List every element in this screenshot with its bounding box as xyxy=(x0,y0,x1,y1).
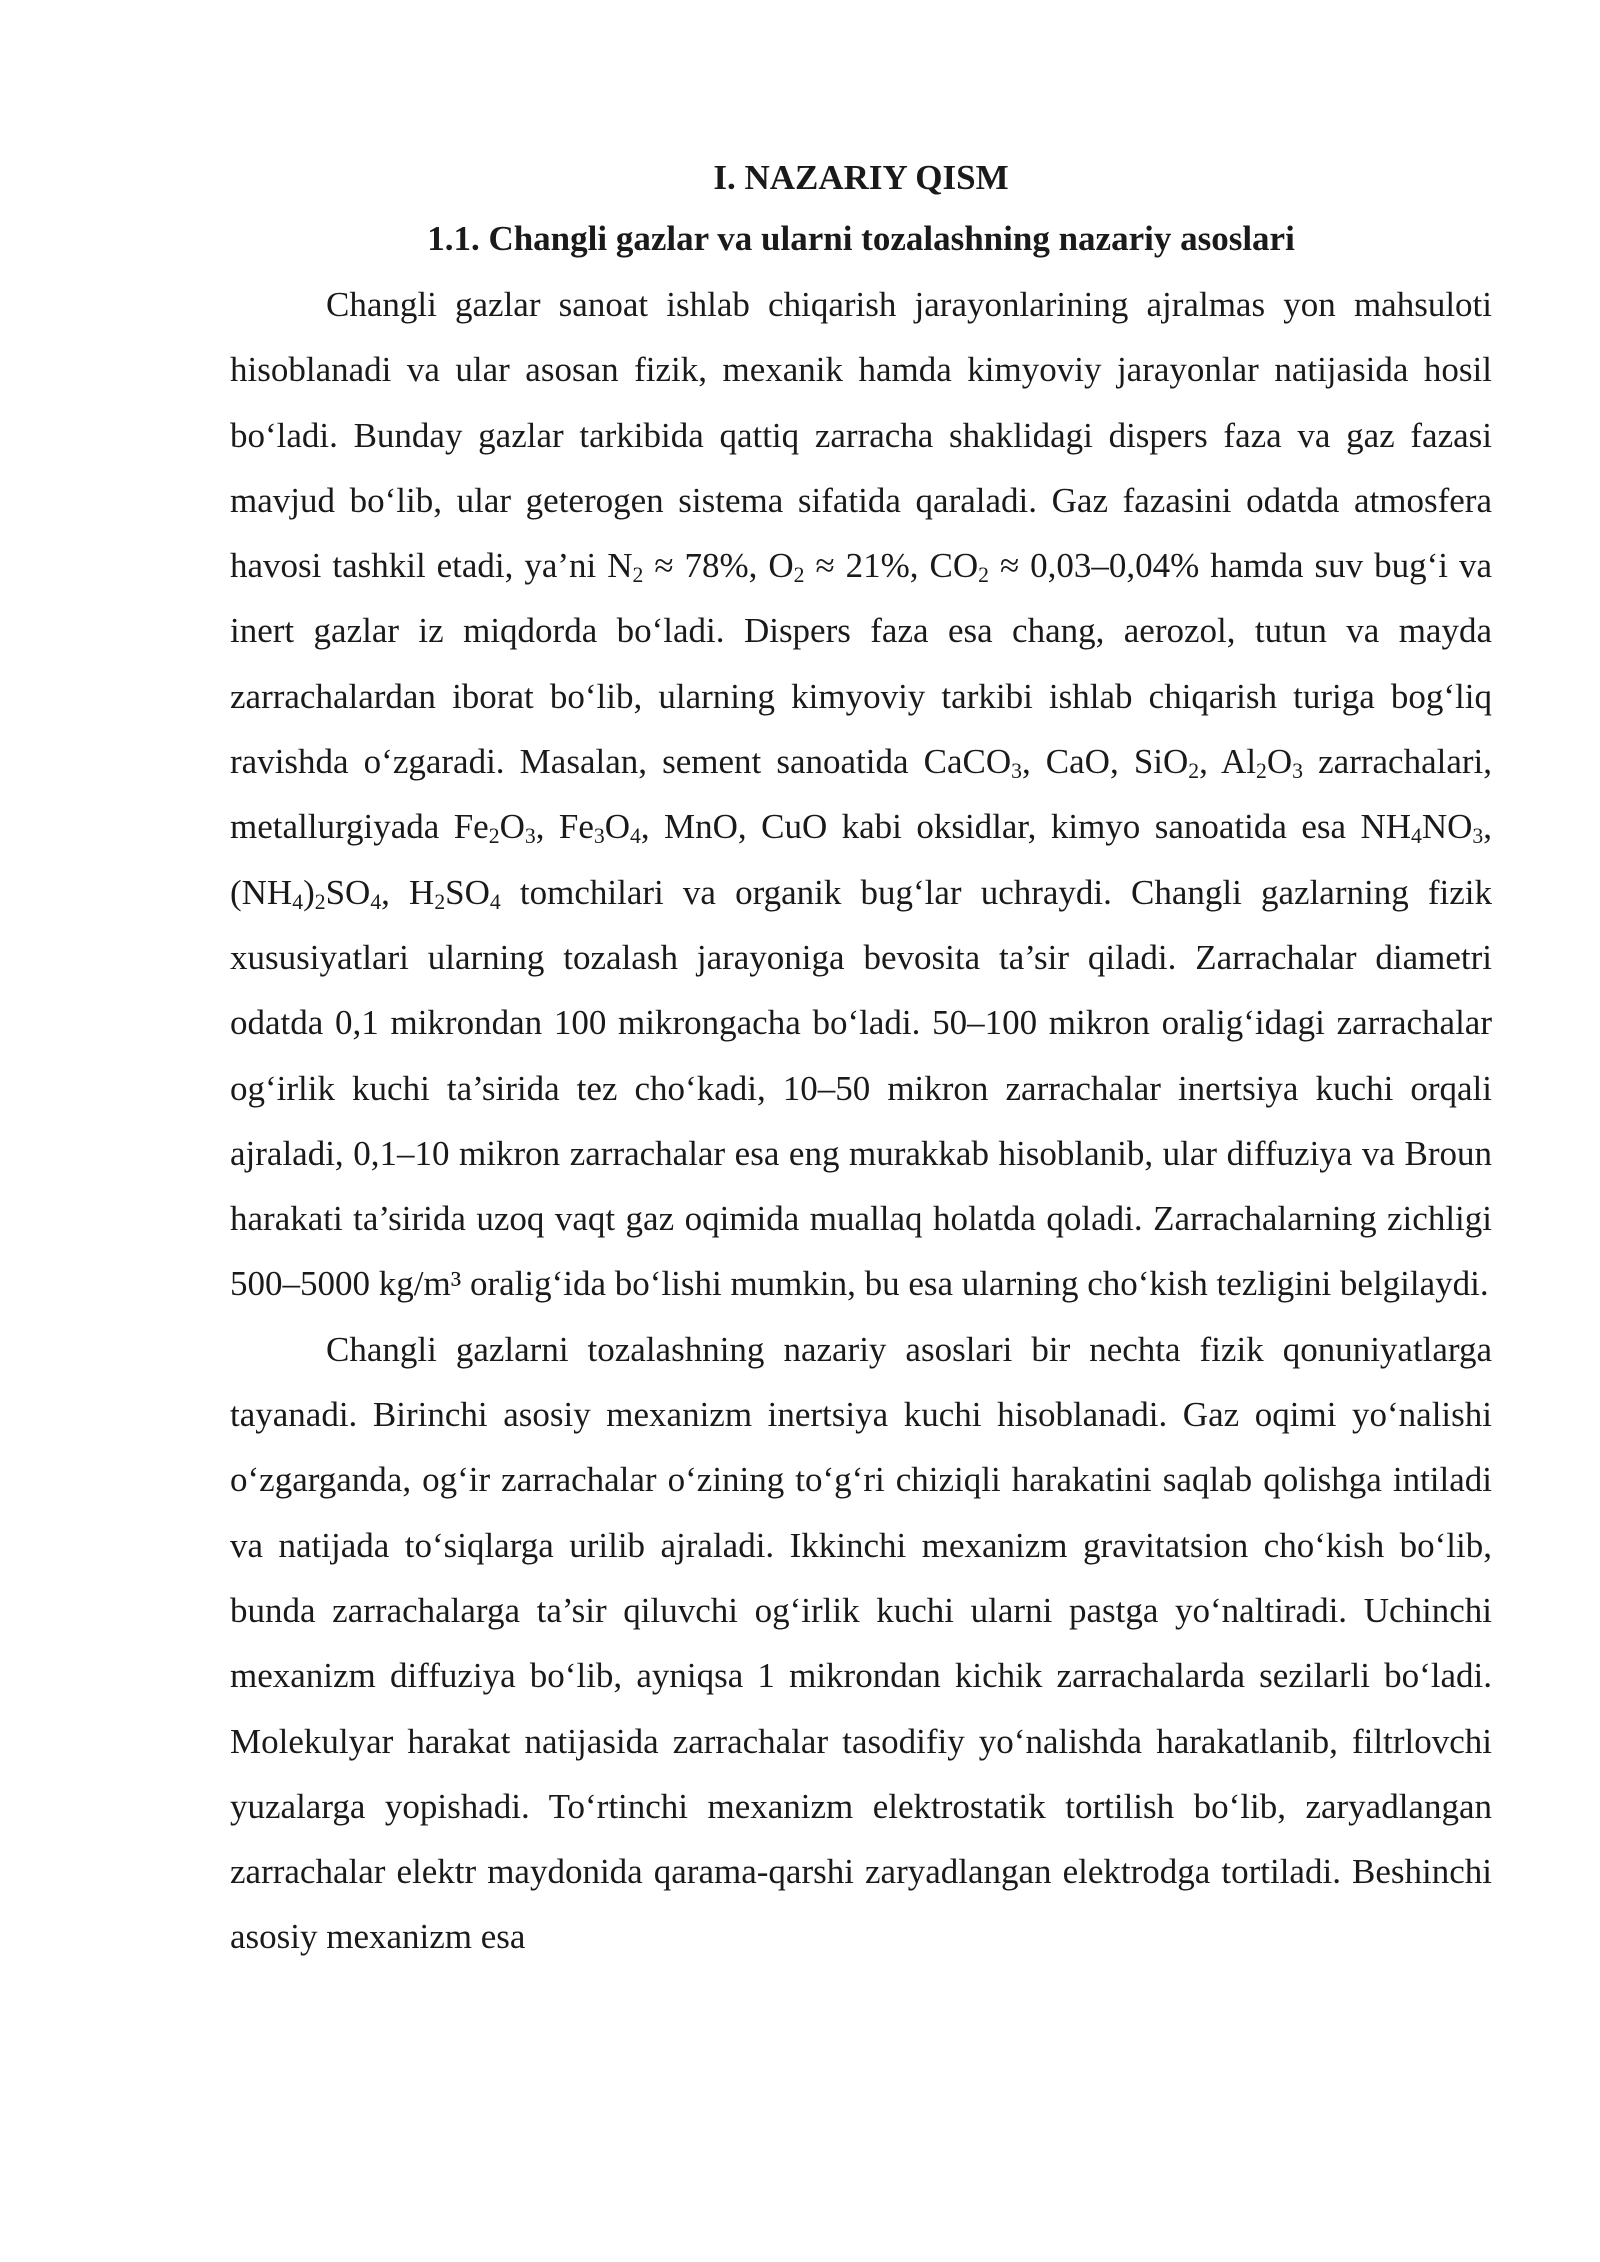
text-run: Changli gazlar sanoat ishlab chiqarish jarayonlarining ajralmas yon mahsuloti hisoblanadi va ular asosan fizik, mexanik hamda kimyoviy jarayonlar natijasida hosil bo‘ladi. Bunday gazlar tarkibida qattiq zarracha shaklidagi dispers faza va gaz fazasi mavjud bo‘lib, ular geterogen sistema sifatida qaraladi. Gaz fazasini odatda atmosfera havosi tashkil etadi, ya’ni N xyxy=(230,285,1492,586)
text-run: ≈ 0,03–0,04% hamda suv bug‘i va inert gazlar iz miqdorda bo‘ladi. Dispers faza esa chang, aerozol, tutun va mayda zarrachalardan iborat bo‘lib, ularning kimyoviy tarkibi ishlab chiqarish turiga bog‘liq ravishda o‘zgaradi. Masalan, sement sanoatida CaCO xyxy=(230,546,1492,782)
paragraph-2: Changli gazlarni tozalashning nazariy asoslari bir nechta fizik qonuniyatlarga tayanadi. Birinchi asosiy mexanizm inertsiya kuchi hisoblanadi. Gaz oqimi yo‘nalishi o‘zgarganda, og‘ir zarrachalar o‘zining to‘g‘ri chiziqli harakatini saqlab qolishga intiladi va natijada to‘siqlarga urilib ajraladi. Ikkinchi mexanizm gravitatsion cho‘kish bo‘lib, bunda zarrachalarga ta’sir qiluvchi og‘irlik kuchi ularni pastga yo‘naltiradi. Uchinchi mexanizm diffuziya bo‘lib, ayniqsa 1 mikrondan kichik zarrachalarda sezilarli bo‘ladi. Molekulyar harakat natijasida zarrachalar tasodifiy yo‘nalishda harakatlanib, filtrlovchi yuzalarga yopishadi. To‘rtinchi mexanizm elektrostatik tortilish bo‘lib, zaryadlangan zarrachalar elektr maydonida qarama-qarshi zaryadlangan elektrodga tortiladi. Beshinchi asosiy mexanizm esa xyxy=(230,1329,1492,1957)
subscript: 4 xyxy=(630,824,641,849)
subscript: 2 xyxy=(978,562,989,587)
text-run: , (NH xyxy=(230,807,1493,912)
subscript: 2 xyxy=(314,889,326,914)
text-run: O xyxy=(604,807,630,847)
subscript: 4 xyxy=(489,889,501,914)
text-run: O xyxy=(499,807,525,847)
text-run: NO xyxy=(1421,807,1473,847)
section-heading: I. NAZARIY QISM xyxy=(713,158,1009,197)
text-run: zarrachalari, metallurgiyada Fe xyxy=(230,742,1492,847)
subscript: 3 xyxy=(593,824,605,849)
subscript: 2 xyxy=(632,562,644,587)
text-run: SO xyxy=(445,872,490,912)
text-run: O xyxy=(1266,742,1293,782)
subscript: 2 xyxy=(1256,758,1267,783)
subscript: 3 xyxy=(1011,758,1022,783)
text-run: ) xyxy=(303,872,315,912)
subscript: 3 xyxy=(1472,824,1484,849)
text-run: , H xyxy=(381,872,435,912)
text-run: , MnO, CuO kabi oksidlar, kimyo sanoatida esa NH xyxy=(640,807,1412,847)
text-run: , Fe xyxy=(535,807,594,847)
text-run: ≈ 21%, CO xyxy=(804,546,979,586)
text-run: , CaO, SiO xyxy=(1021,742,1189,782)
subscript: 4 xyxy=(292,889,304,914)
text-run: SO xyxy=(325,872,371,912)
document-page xyxy=(230,150,1492,1970)
subscript: 4 xyxy=(370,889,382,914)
subscript: 3 xyxy=(524,824,536,849)
subscript: 3 xyxy=(1292,758,1304,783)
subsection-heading: 1.1. Changli gazlar va ularni tozalashning nazariy asoslari xyxy=(427,219,1295,258)
subscript: 2 xyxy=(793,562,805,587)
subscript: 2 xyxy=(1188,758,1200,783)
text-run: ≈ 78%, O xyxy=(643,546,794,586)
paragraph-1 xyxy=(230,272,1492,1317)
subscript: 2 xyxy=(488,824,500,849)
text-run: , Al xyxy=(1199,742,1257,782)
text-run: tomchilari va organik bug‘lar uchraydi. Changli gazlarning fizik xususiyatlari ularning tozalash jarayoniga bevosita ta’sir qiladi. Zarrachalar diametri odatda 0,1 mikrondan 100 mikrongacha bo‘ladi. 50–100 mikron oralig‘idagi zarrachalar og‘irlik kuchi ta’sirida tez cho‘kadi, 10–50 mikron zarrachalar inertsiya kuchi orqali ajraladi, 0,1–10 mikron zarrachalar esa eng murakkab hisoblanib, ular diffuziya va Broun harakati ta’sirida uzoq vaqt gaz oqimida muallaq holatda qoladi. Zarrachalarning zichligi 500–5000 kg/m³ oralig‘ida bo‘lishi mumkin, bu esa ularning cho‘kish tezligini belgilaydi. xyxy=(230,872,1492,1304)
subscript: 4 xyxy=(1411,824,1422,849)
subscript: 2 xyxy=(434,889,446,914)
